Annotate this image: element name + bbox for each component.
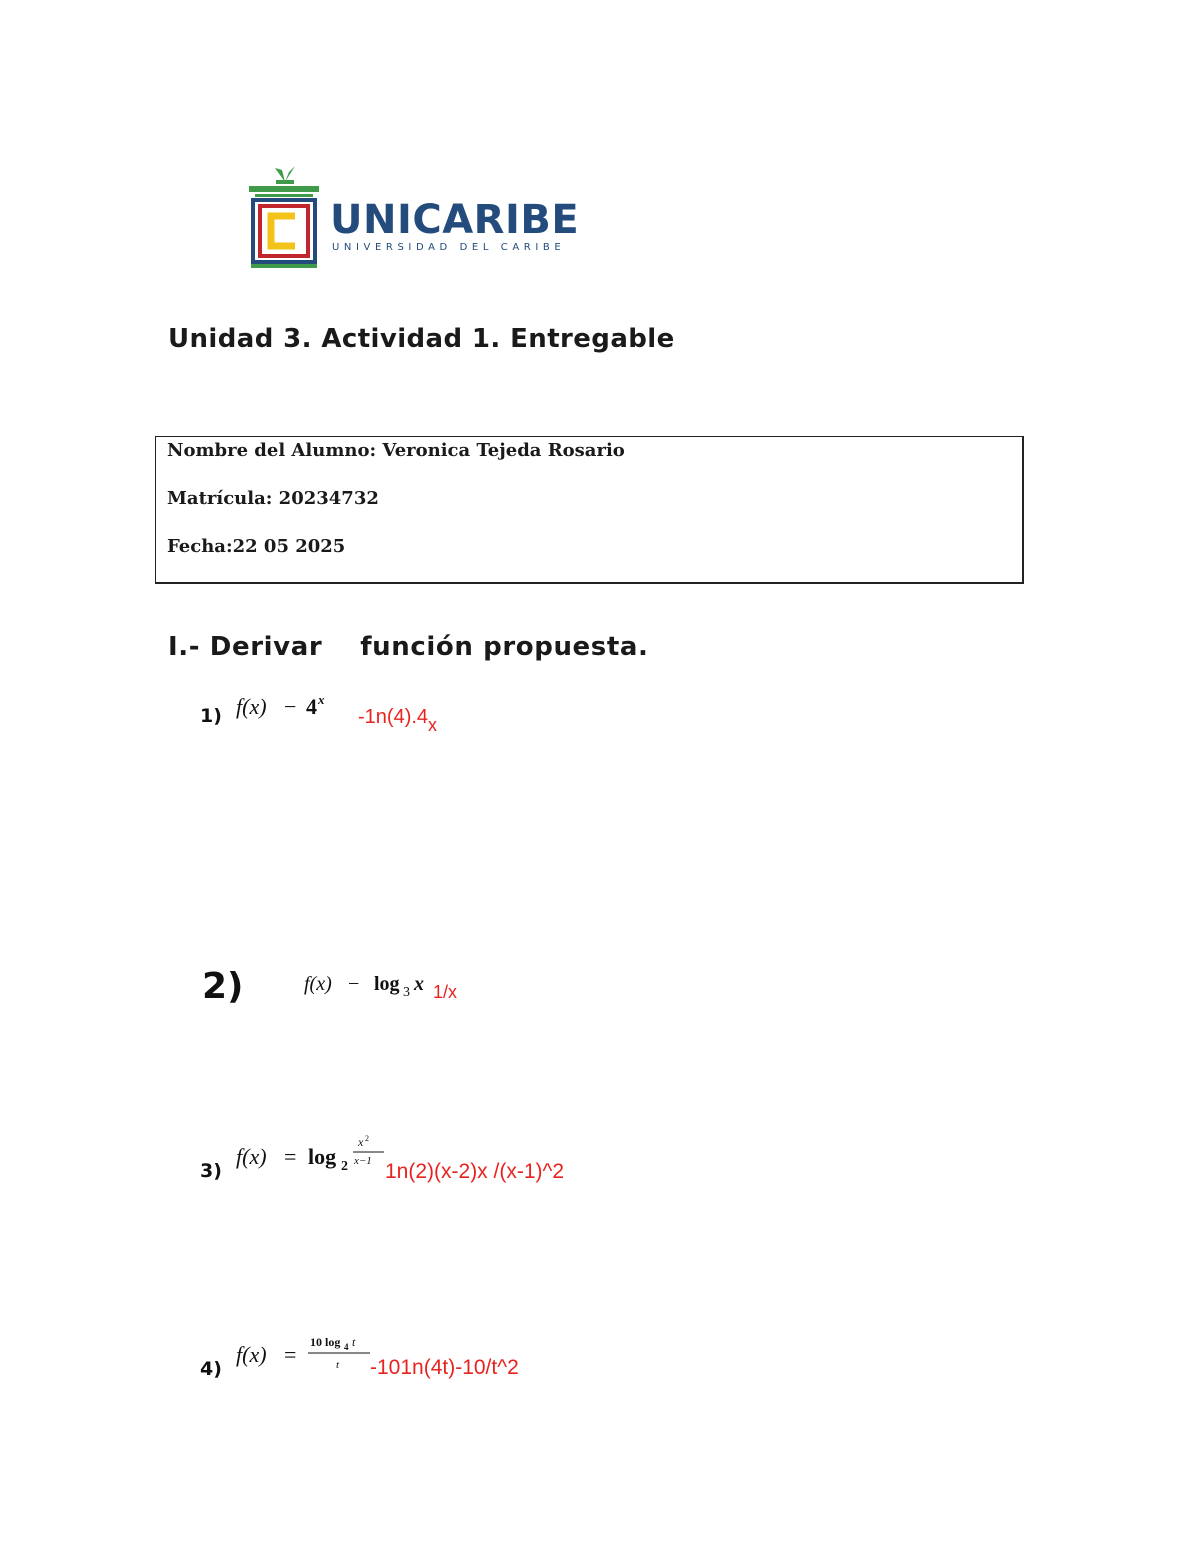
- svg-text:t: t: [352, 1335, 356, 1349]
- svg-text:3: 3: [403, 985, 410, 1000]
- exercise-4-number: 4): [200, 1358, 222, 1380]
- exercise-1-formula-graphic: [236, 692, 346, 726]
- logo-name: UNICARIBE: [330, 197, 580, 243]
- svg-text:2: 2: [365, 1134, 369, 1143]
- exercise-3-formula: [236, 1132, 386, 1185]
- student-fecha: Fecha:22 05 2025: [167, 536, 346, 557]
- exercise-2-number: 2): [202, 966, 244, 1007]
- svg-text:x: x: [318, 692, 325, 707]
- svg-text:=: =: [284, 1342, 297, 1367]
- exercise-1-answer-main: -1n(4).4: [358, 706, 429, 728]
- logo-subtitle: UNIVERSIDAD DEL CARIBE: [332, 242, 566, 253]
- svg-text:f(x): f(x): [304, 973, 332, 995]
- exercise-1-number: 1): [200, 705, 222, 727]
- section-heading-part2: función propuesta.: [360, 632, 649, 662]
- svg-text:−: −: [348, 973, 360, 995]
- section-heading: [168, 632, 649, 662]
- exercise-3-number: 3): [200, 1160, 222, 1182]
- svg-text:=: =: [284, 1144, 297, 1169]
- exercise-1-answer-sub: x: [428, 715, 438, 735]
- exercise-4-formula-graphic: [236, 1332, 376, 1380]
- svg-text:log: log: [374, 973, 400, 995]
- svg-text:4: 4: [306, 694, 317, 719]
- svg-text:4: 4: [344, 1342, 349, 1352]
- svg-text:10 log: 10 log: [310, 1335, 341, 1349]
- exercise-3-formula-graphic: [236, 1132, 386, 1180]
- section-heading-part1: I.- Derivar: [168, 632, 323, 662]
- svg-text:−: −: [284, 694, 297, 719]
- svg-text:log: log: [308, 1144, 337, 1169]
- svg-text:x−1: x−1: [354, 1155, 372, 1167]
- student-name: Nombre del Alumno: Veronica Tejeda Rosario: [167, 440, 625, 461]
- student-matricula: Matrícula: 20234732: [167, 488, 379, 509]
- exercise-1-answer: [358, 706, 438, 735]
- svg-text:2: 2: [341, 1159, 348, 1174]
- exercise-3-answer: 1n(2)(x-2)x /(x-1)^2: [385, 1160, 565, 1183]
- svg-text:x: x: [414, 973, 424, 995]
- svg-text:f(x): f(x): [236, 1144, 267, 1169]
- exercise-4-answer: -101n(4t)-10/t^2: [370, 1356, 519, 1379]
- exercise-2-formula: [304, 970, 439, 1009]
- svg-text:f(x): f(x): [236, 694, 267, 719]
- exercise-2-formula-graphic: [304, 970, 439, 1004]
- svg-text:t: t: [336, 1359, 340, 1371]
- exercise-4-formula: [236, 1332, 376, 1385]
- svg-text:x: x: [358, 1135, 364, 1149]
- exercise-1-formula: [236, 692, 346, 731]
- svg-text:f(x): f(x): [236, 1342, 267, 1367]
- document-title: Unidad 3. Actividad 1. Entregable: [168, 324, 675, 354]
- exercise-2-answer: 1/x: [433, 982, 458, 1002]
